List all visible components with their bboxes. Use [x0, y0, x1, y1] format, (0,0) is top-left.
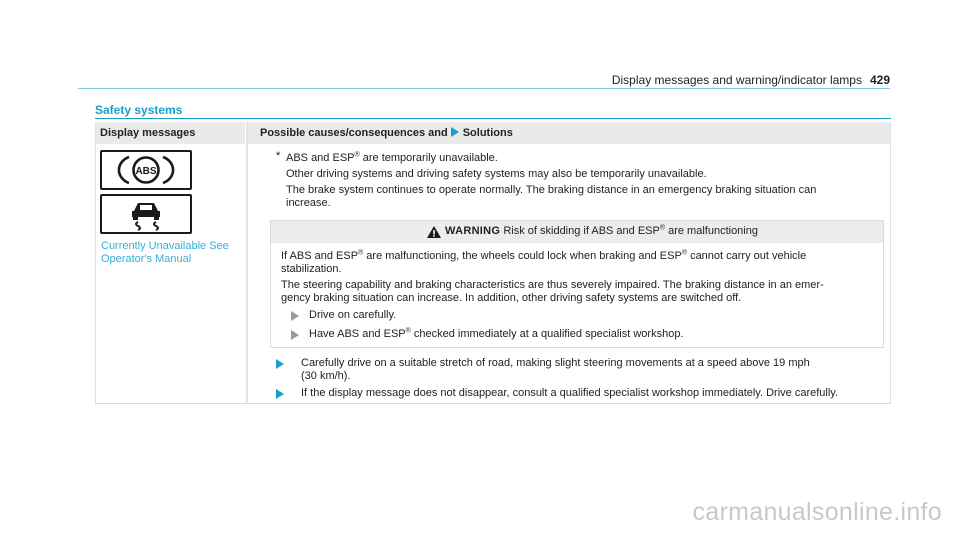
warning-p1-b: are malfunctioning, the wheels could lock when braking and ESP	[366, 250, 682, 262]
col-header-causes	[248, 122, 890, 144]
solution-1-line-1: Carefully drive on a suitable stretch of road, making slight steering movements at a speed above 19 mph	[301, 357, 810, 369]
header-rule	[78, 88, 890, 89]
esp-skid-icon	[100, 194, 192, 234]
arrow-bullet-icon	[276, 389, 284, 399]
cause-line-2: Other driving systems and driving safety systems may also be temporarily unavailable.	[286, 168, 707, 180]
warning-step-1: Drive on carefully.	[309, 309, 397, 321]
cause-line-1-a: ABS and ESP	[286, 152, 355, 164]
warning-step-2-b: checked immediately at a qualified specialist workshop.	[413, 328, 684, 340]
registered-mark: ®	[681, 249, 687, 257]
cause-line-1-b: are temporarily unavailable.	[362, 152, 498, 164]
warning-step-2	[309, 328, 684, 341]
cause-asterisk: *	[276, 150, 281, 162]
cause-line-1	[286, 152, 498, 165]
warning-p1-line-1	[281, 250, 806, 263]
warning-title-a: Risk of skidding if ABS and ESP	[503, 225, 660, 237]
solution-2: If the display message does not disappear, consult a qualified specialist workshop immediately. Drive carefully.	[301, 387, 839, 399]
messages-table	[95, 122, 891, 404]
col-header-causes-text: Possible causes/consequences and	[260, 127, 448, 139]
warning-label: WARNING	[445, 225, 501, 237]
warning-title-b: are malfunctioning	[668, 225, 758, 237]
warning-p1-line-2: stabilization.	[281, 263, 342, 275]
warning-triangle-icon	[427, 226, 441, 238]
section-title: Safety systems	[95, 103, 183, 117]
status-text-unavailable	[101, 240, 241, 266]
arrow-bullet-icon	[291, 330, 299, 340]
arrow-bullet-icon	[276, 359, 284, 369]
registered-mark: ®	[659, 224, 666, 232]
warning-title	[445, 225, 758, 238]
page-header	[612, 73, 890, 87]
section-rule	[95, 118, 891, 119]
warning-p1-c: cannot carry out vehicle	[690, 250, 807, 262]
page-number: 429	[869, 73, 890, 87]
registered-mark: ®	[405, 327, 411, 335]
warning-p2-line-1: The steering capability and braking characteristics are thus severely impaired. The braking distance in an emer-	[281, 279, 824, 291]
arrow-bullet-icon	[451, 127, 459, 137]
solution-1-line-2: (30 km/h).	[301, 370, 351, 382]
header-title: Display messages and warning/indicator lamps	[611, 73, 862, 87]
warning-box	[270, 220, 884, 348]
warning-header	[271, 221, 883, 243]
warning-step-2-a: Have ABS and ESP	[309, 328, 406, 340]
unavailable-line-2: Operator's Manual	[101, 253, 192, 265]
col-header-solutions-text: Solutions	[462, 127, 513, 139]
unavailable-line-1: Currently Unavailable See	[101, 240, 229, 252]
warning-p1-a: If ABS and ESP	[281, 250, 359, 262]
registered-mark: ®	[354, 151, 360, 159]
warning-p2-line-2: gency braking situation can increase. In addition, other driving safety systems are switched off.	[281, 292, 742, 304]
arrow-bullet-icon	[291, 311, 299, 321]
column-divider	[246, 122, 248, 404]
col-header-display-messages: Display messages	[96, 122, 245, 144]
abs-icon-label: ABS	[135, 166, 157, 177]
watermark: carmanualsonline.info	[692, 498, 942, 526]
cause-line-3: The brake system continues to operate normally. The braking distance in an emergency braking situation can	[286, 184, 817, 196]
abs-warning-icon	[100, 150, 192, 190]
registered-mark: ®	[358, 249, 364, 257]
cause-line-4: increase.	[286, 197, 331, 209]
